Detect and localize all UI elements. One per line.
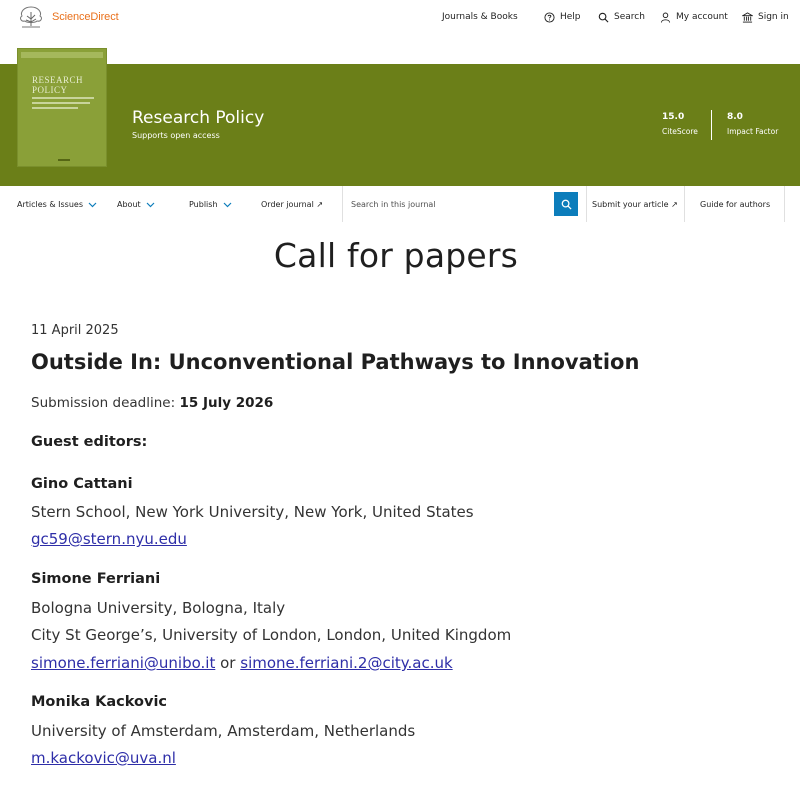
guide-for-authors-label: Guide for authors <box>700 200 771 209</box>
article-title: Outside In: Unconventional Pathways to Innovation <box>31 350 640 374</box>
editor-email-link[interactable]: simone.ferriani@unibo.it <box>31 654 216 672</box>
editor-name: Monika Kackovic <box>31 694 168 710</box>
order-journal-link[interactable] <box>261 200 323 209</box>
articles-issues-menu[interactable] <box>17 200 97 209</box>
deadline-value: 15 July 2026 <box>179 395 274 411</box>
sign-in-label: Sign in <box>758 12 789 22</box>
cover-text-line <box>32 102 90 104</box>
impact-factor-value: 8.0 <box>727 112 743 122</box>
citescore-label: CiteScore <box>662 127 698 136</box>
journals-books-link[interactable] <box>442 10 518 24</box>
chevron-down-icon <box>146 202 155 208</box>
search-icon <box>561 199 572 210</box>
nav-divider <box>784 186 785 222</box>
submission-deadline <box>31 395 273 411</box>
about-label: About <box>117 200 141 209</box>
journal-title[interactable]: Research Policy <box>132 108 265 128</box>
editor-email-link[interactable]: gc59@stern.nyu.edu <box>31 530 187 548</box>
nav-divider <box>684 186 685 222</box>
cover-publisher-mark <box>58 159 70 161</box>
editor-email-line <box>31 530 187 548</box>
cover-text-line <box>32 107 78 109</box>
editor-name: Simone Ferriani <box>31 571 161 587</box>
publish-menu[interactable] <box>189 200 232 209</box>
journal-search-input[interactable] <box>344 194 552 214</box>
editor-email-link[interactable]: simone.ferriani.2@city.ac.uk <box>240 654 453 672</box>
editor-email-line <box>31 749 176 767</box>
metric-divider <box>711 110 712 140</box>
search-label: Search <box>614 12 645 22</box>
search-icon <box>598 12 609 23</box>
elsevier-tree-icon <box>16 4 46 30</box>
cover-header-band <box>21 52 103 58</box>
deadline-label: Submission deadline: <box>31 395 176 411</box>
top-bar <box>0 0 800 64</box>
editor-affiliation: Bologna University, Bologna, Italy <box>31 599 286 617</box>
cover-title-line2: POLICY <box>32 85 68 95</box>
publish-label: Publish <box>189 200 218 209</box>
cover-text-line <box>32 97 94 99</box>
person-icon <box>660 12 671 23</box>
sciencedirect-logo[interactable] <box>16 4 119 30</box>
editor-email-line <box>31 654 453 672</box>
submit-article-link[interactable] <box>592 200 678 209</box>
email-joiner: or <box>220 654 236 672</box>
impact-factor-label: Impact Factor <box>727 127 779 136</box>
order-journal-label: Order journal ↗ <box>261 200 324 209</box>
editor-name: Gino Cattani <box>31 476 133 492</box>
page-title: Call for papers <box>273 236 519 275</box>
chevron-down-icon <box>223 202 232 208</box>
sign-in-link[interactable] <box>742 10 789 24</box>
about-menu[interactable] <box>117 200 155 209</box>
citescore-value: 15.0 <box>662 112 685 122</box>
journal-cover-image[interactable] <box>17 48 107 167</box>
submit-article-label: Submit your article ↗ <box>592 200 678 209</box>
editor-email-link[interactable]: m.kackovic@uva.nl <box>31 749 176 767</box>
guest-editors-heading: Guest editors: <box>31 434 148 450</box>
editor-affiliation: University of Amsterdam, Amsterdam, Netherlands <box>31 722 416 740</box>
help-icon <box>544 12 555 23</box>
cover-title-line1: RESEARCH <box>32 75 84 85</box>
articles-issues-label: Articles & Issues <box>17 200 84 209</box>
search-submit-button[interactable] <box>554 192 578 216</box>
institution-icon <box>742 12 753 23</box>
chevron-down-icon <box>88 202 97 208</box>
impact-factor-metric[interactable] <box>727 112 778 136</box>
guide-for-authors-link[interactable] <box>700 200 770 209</box>
my-account-link[interactable] <box>660 10 728 24</box>
my-account-label: My account <box>676 12 728 22</box>
editor-affiliation: Stern School, New York University, New York, United States <box>31 503 474 521</box>
nav-divider <box>342 186 343 222</box>
help-link[interactable] <box>544 10 581 24</box>
help-label: Help <box>560 12 581 22</box>
search-link[interactable] <box>598 10 645 24</box>
citescore-metric[interactable] <box>662 112 698 136</box>
open-access-note: Supports open access <box>132 131 220 140</box>
journals-books-label: Journals & Books <box>442 12 518 22</box>
editor-affiliation: City St George’s, University of London, London, United Kingdom <box>31 626 512 644</box>
brand-name: ScienceDirect <box>52 11 119 23</box>
journal-nav <box>0 186 800 222</box>
nav-divider <box>586 186 587 222</box>
publication-date: 11 April 2025 <box>31 323 119 338</box>
